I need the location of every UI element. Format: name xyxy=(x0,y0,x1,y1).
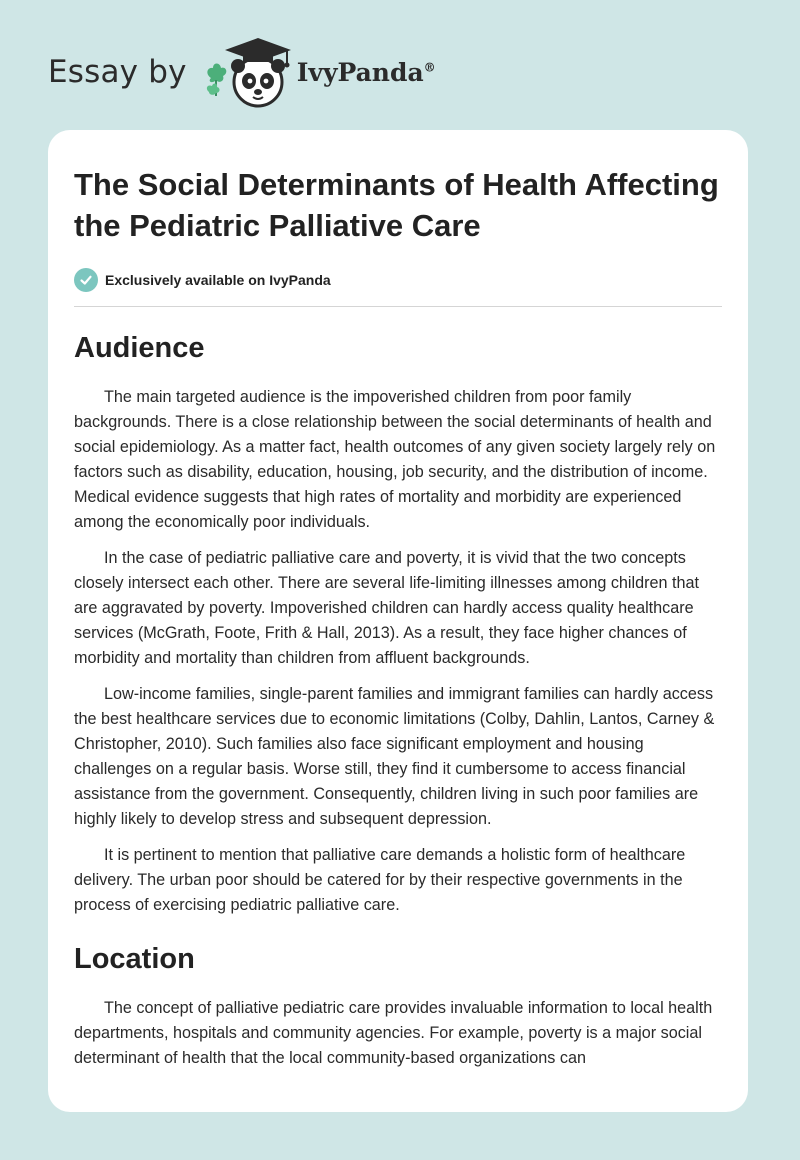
paragraph: In the case of pediatric palliative care and poverty, it is vivid that the two concepts closely intersect each other. There are several life-limiting illnesses among children that are aggravated by poverty. Impoverished children can hardly access quality healthcare services (McGrath, Foote, Frith & Hall, 2013). As a result, they face higher chances of morbidity and mortality than children from affluent backgrounds. xyxy=(74,549,700,667)
essay-by-label: Essay by xyxy=(48,54,187,90)
panda-logo-icon[interactable] xyxy=(203,34,295,110)
essay-card xyxy=(48,130,748,1112)
exclusive-badge xyxy=(74,268,722,307)
paragraph: Low-income families, single-parent families and immigrant families can hardly access the best healthcare services due to economic limitations (Colby, Dahlin, Lantos, Carney & Christopher, 2010). Such families also face significant employment and housing challenges on a regular basis. Worse still, they find it cumbersome to access financial assistance from the government. Consequently, children living in such poor families are highly likely to develop stress and subsequent depression. xyxy=(74,685,715,828)
paragraph: The concept of palliative pediatric care provides invaluable information to local health departments, hospitals and community agencies. For example, poverty is a major social determinant of health that the local community-based organizations can xyxy=(74,999,713,1067)
registered-mark: ® xyxy=(423,60,436,75)
paragraph: It is pertinent to mention that palliative care demands a holistic form of healthcare delivery. The urban poor should be catered for by their respective governments in the process of exercising pediatric palliative care. xyxy=(74,846,686,914)
brand-name-text: IvyPanda xyxy=(296,57,424,87)
section-heading-audience: Audience xyxy=(74,332,205,364)
page-title: The Social Determinants of Health Affecting the Pediatric Palliative Care xyxy=(74,167,719,243)
site-header xyxy=(48,34,436,110)
brand-name[interactable] xyxy=(297,58,436,87)
exclusive-label: Exclusively available on IvyPanda xyxy=(105,272,331,288)
section-heading-location: Location xyxy=(74,943,195,975)
ivy-leaf-icon xyxy=(207,64,226,97)
paragraph: The main targeted audience is the impoverished children from poor family backgrounds. There is a close relationship between the social determinants of health and social epidemiology. As a matter fact, health outcomes of any given society largely rely on factors such as disability, education, housing, job security, and the distribution of income. Medical evidence suggests that high rates of mortality and morbidity are experienced among the economically poor individuals. xyxy=(74,388,716,531)
checkmark-icon xyxy=(74,268,98,292)
